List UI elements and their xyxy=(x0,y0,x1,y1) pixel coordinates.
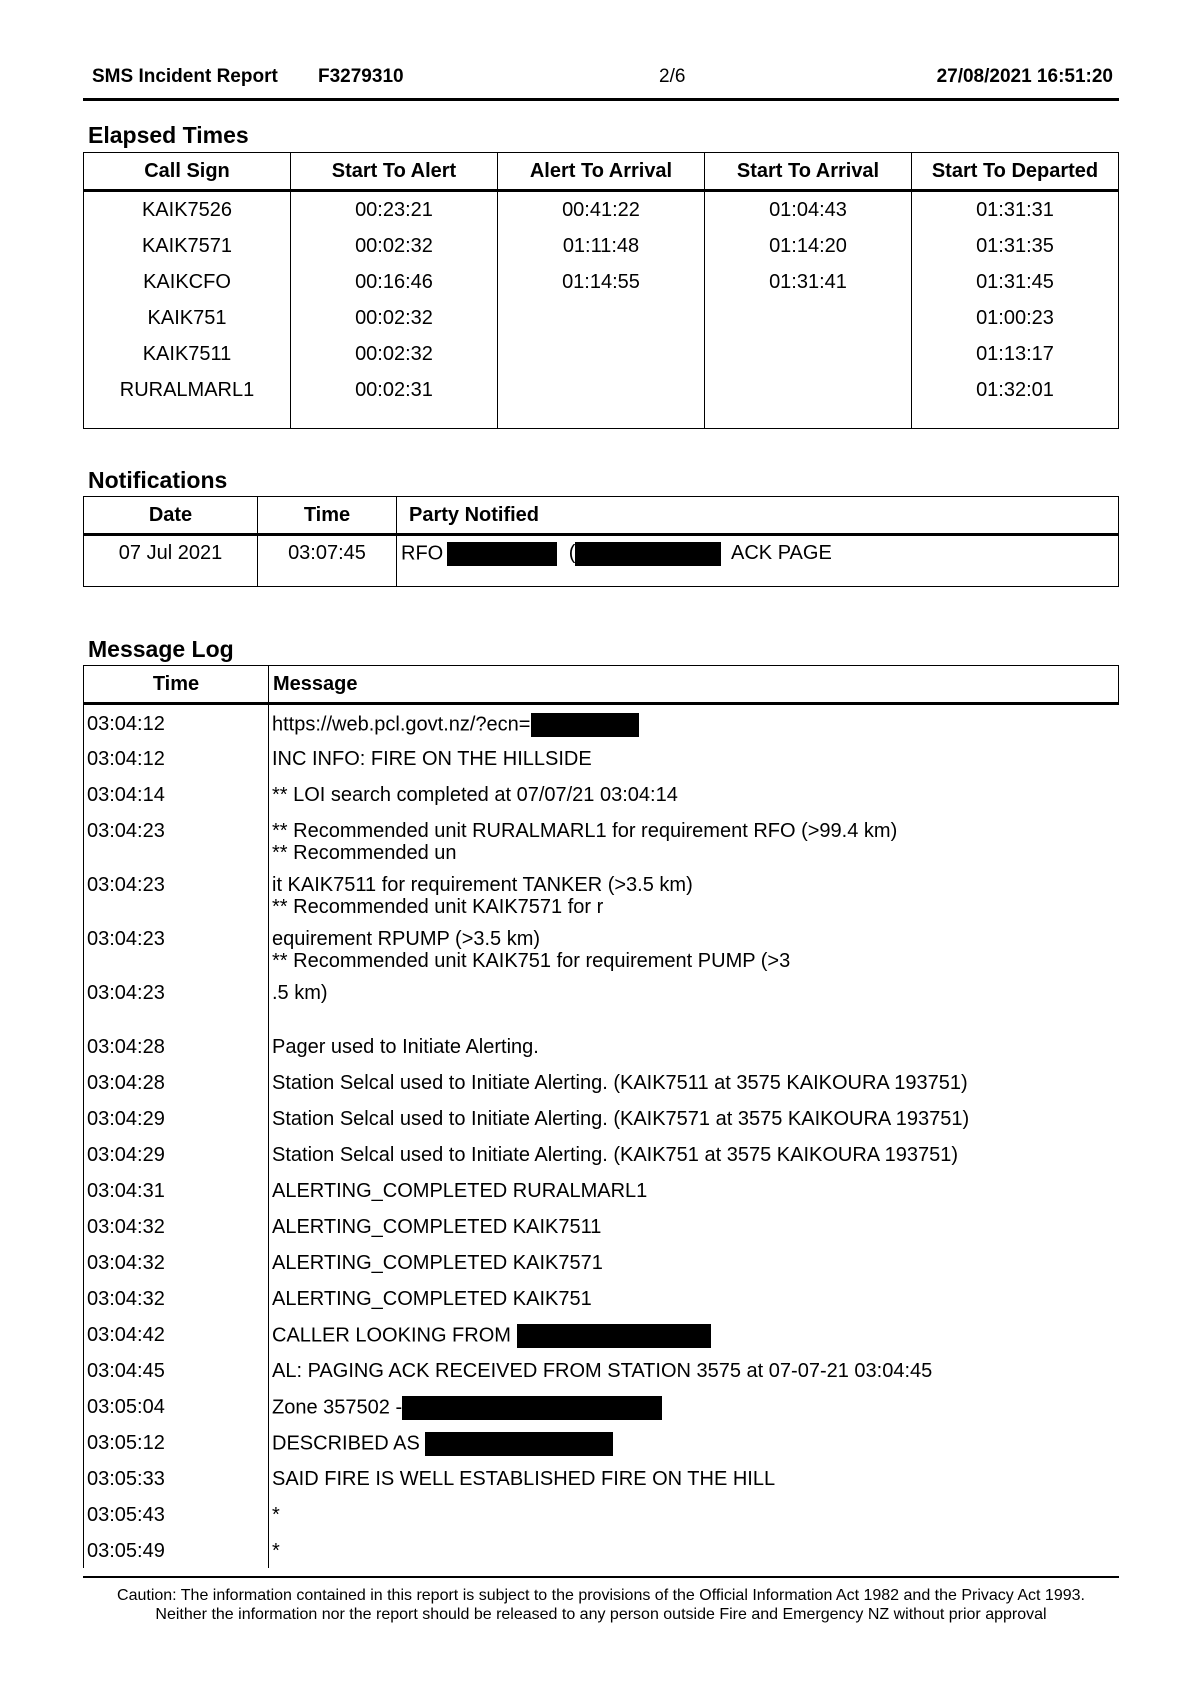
report-datetime: 27/08/2021 16:51:20 xyxy=(936,66,1113,87)
table-cell: 00:02:32 xyxy=(291,228,498,264)
table-cell: 00:02:31 xyxy=(291,372,498,408)
column-header: Party Notified xyxy=(397,497,1119,535)
log-message: ALERTING_COMPLETED KAIK751 xyxy=(269,1280,1119,1316)
log-time: 03:04:12 xyxy=(84,704,269,740)
table-row xyxy=(84,740,1119,776)
redaction-block xyxy=(531,713,639,737)
log-time: 03:04:12 xyxy=(84,740,269,776)
table-cell: KAIK7511 xyxy=(84,336,291,372)
log-time: 03:04:28 xyxy=(84,1064,269,1100)
table-cell: 01:14:55 xyxy=(498,264,705,300)
table-row xyxy=(84,1424,1119,1460)
caution-footer: Caution: The information contained in this report is subject to the provisions of the Official Information Act 1982 and the Privacy Act 1993. Neither the information nor the report should be released to any person outside Fire and Emergency NZ without prior approval xyxy=(83,1576,1119,1624)
table-cell: 01:32:01 xyxy=(912,372,1119,408)
table-cell: 01:31:31 xyxy=(912,191,1119,229)
log-time: 03:04:45 xyxy=(84,1352,269,1388)
table-cell: 00:02:32 xyxy=(291,336,498,372)
table-row xyxy=(84,1460,1119,1496)
log-message: ALERTING_COMPLETED KAIK7511 xyxy=(269,1208,1119,1244)
table-row xyxy=(84,1136,1119,1172)
log-time: 03:04:29 xyxy=(84,1136,269,1172)
notification-date: 07 Jul 2021 xyxy=(84,535,258,587)
log-time: 03:04:23 xyxy=(84,812,269,866)
log-time: 03:04:32 xyxy=(84,1208,269,1244)
log-time: 03:05:33 xyxy=(84,1460,269,1496)
table-cell: 01:31:35 xyxy=(912,228,1119,264)
elapsed-times-title: Elapsed Times xyxy=(88,122,249,148)
redaction-block xyxy=(402,1396,662,1420)
table-row xyxy=(84,866,1119,920)
incident-id: F3279310 xyxy=(318,66,404,87)
log-time: 03:04:14 xyxy=(84,776,269,812)
log-message: https://web.pcl.govt.nz/?ecn= xyxy=(269,704,1119,740)
table-cell: KAIK751 xyxy=(84,300,291,336)
table-row xyxy=(84,300,1119,336)
table-row xyxy=(84,776,1119,812)
table-cell xyxy=(498,372,705,408)
redaction-block xyxy=(447,542,557,566)
log-message: DESCRIBED AS xyxy=(269,1424,1119,1460)
table-cell: 01:14:20 xyxy=(705,228,912,264)
notification-time: 03:07:45 xyxy=(258,535,397,587)
table-row xyxy=(84,264,1119,300)
table-cell: 01:31:45 xyxy=(912,264,1119,300)
table-row xyxy=(84,191,1119,229)
log-message: Zone 357502 - xyxy=(269,1388,1119,1424)
page-number: 2/6 xyxy=(659,66,686,87)
table-row xyxy=(84,920,1119,974)
table-cell xyxy=(705,300,912,336)
table-row xyxy=(84,372,1119,408)
page-header xyxy=(83,58,1119,101)
table-cell xyxy=(498,300,705,336)
table-row xyxy=(84,1208,1119,1244)
log-message: ** LOI search completed at 07/07/21 03:04:14 xyxy=(269,776,1119,812)
redaction-block xyxy=(517,1324,711,1348)
party-notified: RFO ( ACK PAGE xyxy=(397,535,1119,587)
log-time: 03:04:29 xyxy=(84,1100,269,1136)
table-row xyxy=(84,336,1119,372)
log-time: 03:04:23 xyxy=(84,866,269,920)
table-row xyxy=(84,974,1119,1028)
table-row xyxy=(84,535,1119,587)
log-time: 03:04:31 xyxy=(84,1172,269,1208)
column-header: Start To Alert xyxy=(291,153,498,191)
table-cell xyxy=(705,336,912,372)
notifications-title: Notifications xyxy=(88,467,228,493)
table-row xyxy=(84,1280,1119,1316)
column-header: Alert To Arrival xyxy=(498,153,705,191)
table-cell: 01:31:41 xyxy=(705,264,912,300)
table-cell: KAIK7571 xyxy=(84,228,291,264)
table-cell: 00:16:46 xyxy=(291,264,498,300)
column-header: Start To Departed xyxy=(912,153,1119,191)
table-row xyxy=(84,1532,1119,1568)
table-cell: 01:00:23 xyxy=(912,300,1119,336)
log-message: Station Selcal used to Initiate Alerting. (KAIK7511 at 3575 KAIKOURA 193751) xyxy=(269,1064,1119,1100)
table-row xyxy=(84,1172,1119,1208)
table-row xyxy=(84,1316,1119,1352)
log-message: Station Selcal used to Initiate Alerting. (KAIK751 at 3575 KAIKOURA 193751) xyxy=(269,1136,1119,1172)
log-time: 03:05:43 xyxy=(84,1496,269,1532)
log-time: 03:04:42 xyxy=(84,1316,269,1352)
column-header: Time xyxy=(258,497,397,535)
log-message: ** Recommended unit RURALMARL1 for requirement RFO (>99.4 km) ** Recommended un xyxy=(269,812,1119,866)
log-message: .5 km) xyxy=(269,974,1119,1028)
column-header: Call Sign xyxy=(84,153,291,191)
redaction-block xyxy=(575,542,721,566)
log-message: ALERTING_COMPLETED RURALMARL1 xyxy=(269,1172,1119,1208)
column-header: Date xyxy=(84,497,258,535)
log-message: * xyxy=(269,1532,1119,1568)
table-row xyxy=(84,228,1119,264)
log-time: 03:04:23 xyxy=(84,920,269,974)
message-log-table xyxy=(83,665,1119,1568)
log-message: SAID FIRE IS WELL ESTABLISHED FIRE ON THE HILL xyxy=(269,1460,1119,1496)
column-header: Message xyxy=(269,666,1119,704)
table-cell: 00:02:32 xyxy=(291,300,498,336)
log-message: it KAIK7511 for requirement TANKER (>3.5 km) ** Recommended unit KAIK7571 for r xyxy=(269,866,1119,920)
log-time: 03:04:23 xyxy=(84,974,269,1028)
log-message: CALLER LOOKING FROM xyxy=(269,1316,1119,1352)
table-cell xyxy=(498,336,705,372)
log-time: 03:04:28 xyxy=(84,1028,269,1064)
log-message: equirement RPUMP (>3.5 km) ** Recommended unit KAIK751 for requirement PUMP (>3 xyxy=(269,920,1119,974)
log-time: 03:05:12 xyxy=(84,1424,269,1460)
log-message: INC INFO: FIRE ON THE HILLSIDE xyxy=(269,740,1119,776)
table-cell: RURALMARL1 xyxy=(84,372,291,408)
log-time: 03:04:32 xyxy=(84,1280,269,1316)
redaction-block xyxy=(425,1432,613,1456)
table-cell xyxy=(705,372,912,408)
column-header: Time xyxy=(84,666,269,704)
log-message: AL: PAGING ACK RECEIVED FROM STATION 3575 at 07-07-21 03:04:45 xyxy=(269,1352,1119,1388)
log-message: ALERTING_COMPLETED KAIK7571 xyxy=(269,1244,1119,1280)
table-row xyxy=(84,1100,1119,1136)
log-message: * xyxy=(269,1496,1119,1532)
table-cell: 01:04:43 xyxy=(705,191,912,229)
log-time: 03:04:32 xyxy=(84,1244,269,1280)
table-row xyxy=(84,704,1119,740)
table-cell: KAIKCFO xyxy=(84,264,291,300)
table-row xyxy=(84,1028,1119,1064)
table-row xyxy=(84,1388,1119,1424)
log-time: 03:05:49 xyxy=(84,1532,269,1568)
log-time: 03:05:04 xyxy=(84,1388,269,1424)
message-log-title: Message Log xyxy=(88,636,234,662)
report-title: SMS Incident Report xyxy=(92,66,278,87)
table-cell: KAIK7526 xyxy=(84,191,291,229)
table-cell: 00:41:22 xyxy=(498,191,705,229)
table-row xyxy=(84,1352,1119,1388)
table-row xyxy=(84,1064,1119,1100)
table-cell: 00:23:21 xyxy=(291,191,498,229)
table-row xyxy=(84,812,1119,866)
log-message: Station Selcal used to Initiate Alerting. (KAIK7571 at 3575 KAIKOURA 193751) xyxy=(269,1100,1119,1136)
table-row xyxy=(84,1496,1119,1532)
table-row xyxy=(84,1244,1119,1280)
column-header: Start To Arrival xyxy=(705,153,912,191)
log-message: Pager used to Initiate Alerting. xyxy=(269,1028,1119,1064)
elapsed-times-table xyxy=(83,152,1119,429)
table-cell: 01:11:48 xyxy=(498,228,705,264)
table-cell: 01:13:17 xyxy=(912,336,1119,372)
notifications-table xyxy=(83,496,1119,587)
